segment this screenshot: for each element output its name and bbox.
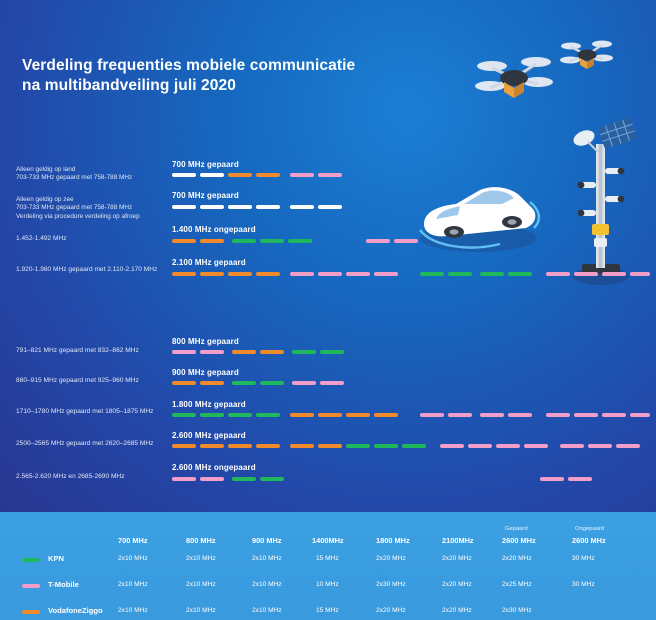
spectrum-dash	[480, 413, 504, 417]
cell-tmobile-900: 2x10 MHz	[252, 581, 282, 588]
legend-dash-kpn	[22, 558, 40, 562]
spectrum-dash	[394, 239, 418, 243]
cell-tmobile-1800: 2x30 MHz	[376, 581, 406, 588]
spectrum-dash	[256, 413, 280, 417]
spectrum-dash	[172, 444, 196, 448]
band-1800-label: 1.800 MHz gepaard	[172, 400, 246, 409]
cell-tmobile-2100: 2x20 MHz	[442, 581, 472, 588]
spectrum-dash	[540, 477, 564, 481]
spectrum-dash	[508, 413, 532, 417]
spectrum-dash	[172, 381, 196, 385]
cell-tmobile-800: 2x10 MHz	[186, 581, 216, 588]
note-900	[16, 377, 176, 385]
spectrum-dash	[290, 173, 314, 177]
spectrum-dash	[568, 477, 592, 481]
cell-tmobile-2600g: 2x25 MHz	[502, 581, 532, 588]
spectrum-dash	[228, 444, 252, 448]
cell-kpn-1400: 15 MHz	[316, 555, 339, 562]
note-line: 2500–2565 MHz gepaard met 2620–2685 MHz	[16, 440, 154, 447]
cell-kpn-2600o: 30 MHz	[572, 555, 595, 562]
page-title-line2: na multibandveiling juli 2020	[22, 77, 236, 94]
band-700-land-label: 700 MHz gepaard	[172, 160, 239, 169]
cell-kpn-1800: 2x20 MHz	[376, 555, 406, 562]
note-line: 1.452-1.492 MHz	[16, 235, 67, 242]
cell-vodafoneziggo-2100: 2x20 MHz	[442, 607, 472, 614]
band-900-label: 900 MHz gepaard	[172, 368, 239, 377]
spectrum-dash	[172, 173, 196, 177]
spectrum-dash	[228, 413, 252, 417]
spectrum-dash	[320, 381, 344, 385]
spectrum-dash	[232, 381, 256, 385]
legend-label-vodafoneziggo: VodafoneZiggo	[48, 606, 103, 615]
cell-vodafoneziggo-800: 2x10 MHz	[186, 607, 216, 614]
page-title-line1: Verdeling frequenties mobiele communicatie	[22, 57, 356, 74]
spectrum-dash	[346, 413, 370, 417]
spectrum-dash	[260, 477, 284, 481]
spectrum-dash	[260, 381, 284, 385]
band-1400-label: 1.400 MHz ongepaard	[172, 225, 256, 234]
spectrum-dash	[346, 444, 370, 448]
spectrum-dash	[546, 272, 570, 276]
cell-vodafoneziggo-700: 2x10 MHz	[118, 607, 148, 614]
spectrum-dash	[228, 173, 252, 177]
spectrum-dash	[200, 444, 224, 448]
cell-tmobile-2600o: 30 MHz	[572, 581, 595, 588]
spectrum-dash	[588, 444, 612, 448]
spectrum-dash	[440, 444, 464, 448]
spectrum-dash	[346, 272, 370, 276]
spectrum-dash	[292, 350, 316, 354]
band-2600-ongepaard-label: 2.600 MHz ongepaard	[172, 463, 256, 472]
legend-label-kpn: KPN	[48, 554, 65, 563]
spectrum-dash	[260, 350, 284, 354]
summary-table-panel	[0, 512, 656, 620]
col-800-header: 800 MHz	[186, 536, 216, 545]
legend-dash-vodafoneziggo	[22, 610, 40, 614]
spectrum-dash	[172, 477, 196, 481]
spectrum-dash	[318, 272, 342, 276]
band-2600-gepaard-label: 2.600 MHz gepaard	[172, 431, 246, 440]
band-800-label: 800 MHz gepaard	[172, 337, 239, 346]
col-1400-header: 1400MHz	[312, 536, 344, 545]
spectrum-dash	[200, 205, 224, 209]
col-2600g-header: 2600 MHz	[502, 536, 536, 545]
note-line: Alleen geldig op land	[16, 166, 76, 173]
spectrum-dash	[602, 272, 626, 276]
note-line: 1710–1780 MHz gepaard met 1805–1875 MHz	[16, 408, 154, 415]
drone-icon	[470, 40, 560, 110]
spectrum-dash	[172, 239, 196, 243]
spectrum-dash	[480, 272, 504, 276]
spectrum-dash	[200, 381, 224, 385]
spectrum-dash	[602, 413, 626, 417]
note-line: 703-733 MHz gepaard met 758-788 MHz	[16, 174, 133, 182]
col-1800-header: 1800 MHz	[376, 536, 410, 545]
spectrum-dash	[524, 444, 548, 448]
spectrum-dash	[374, 413, 398, 417]
note-2600-ongepaard	[16, 473, 176, 481]
band-700-zee-label: 700 MHz gepaard	[172, 191, 239, 200]
spectrum-dash	[290, 205, 314, 209]
col-2600o-subheader: Ongepaard	[575, 526, 605, 532]
cell-vodafoneziggo-1400: 15 MHz	[316, 607, 339, 614]
spectrum-dash	[256, 444, 280, 448]
legend-label-tmobile: T-Mobile	[48, 580, 79, 589]
note-700-zee	[16, 196, 176, 221]
cell-tmobile-1400: 10 MHz	[316, 581, 339, 588]
antenna-pole-icon	[558, 116, 644, 286]
spectrum-dash	[172, 413, 196, 417]
spectrum-dash	[318, 444, 342, 448]
spectrum-dash	[448, 272, 472, 276]
spectrum-dash	[290, 413, 314, 417]
spectrum-dash	[508, 272, 532, 276]
spectrum-dash	[290, 272, 314, 276]
drone-icon	[556, 30, 618, 78]
spectrum-dash	[420, 272, 444, 276]
note-1400	[16, 235, 176, 243]
cell-kpn-2600g: 2x20 MHz	[502, 555, 532, 562]
spectrum-dash	[574, 413, 598, 417]
cell-kpn-900: 2x10 MHz	[252, 555, 282, 562]
spectrum-dash	[256, 272, 280, 276]
spectrum-dash	[228, 205, 252, 209]
spectrum-dash	[420, 413, 444, 417]
band-2100-label: 2.100 MHz gepaard	[172, 258, 246, 267]
spectrum-dash	[318, 413, 342, 417]
note-line: 791–821 MHz gepaard met 832–862 MHz	[16, 347, 139, 354]
car-icon	[408, 162, 548, 262]
spectrum-dash	[292, 381, 316, 385]
cell-kpn-700: 2x10 MHz	[118, 555, 148, 562]
page-title	[22, 56, 442, 96]
note-line: 703-733 MHz gepaard met 758-788 MHz	[16, 204, 133, 212]
spectrum-dash	[200, 350, 224, 354]
spectrum-dash	[232, 477, 256, 481]
col-2600g-subheader: Gepaard	[505, 526, 528, 532]
spectrum-dash	[232, 239, 256, 243]
col-2100-header: 2100MHz	[442, 536, 474, 545]
spectrum-dash	[200, 173, 224, 177]
spectrum-dash	[448, 413, 472, 417]
spectrum-dash	[172, 350, 196, 354]
spectrum-dash	[402, 444, 426, 448]
spectrum-dash	[496, 444, 520, 448]
note-line: 880–915 MHz gepaard met 925–960 MHz	[16, 377, 139, 384]
spectrum-dash	[200, 477, 224, 481]
spectrum-dash	[546, 413, 570, 417]
spectrum-dash	[232, 350, 256, 354]
spectrum-dash	[468, 444, 492, 448]
note-700-land	[16, 166, 176, 183]
spectrum-dash	[616, 444, 640, 448]
spectrum-dash	[318, 173, 342, 177]
col-700-header: 700 MHz	[118, 536, 148, 545]
spectrum-dash	[374, 444, 398, 448]
cell-vodafoneziggo-1800: 2x20 MHz	[376, 607, 406, 614]
legend-dash-tmobile	[22, 584, 40, 588]
note-line: 1.920-1.980 MHz gepaard met 2.110-2.170 MHz	[16, 266, 158, 273]
cell-vodafoneziggo-2600g: 2x30 MHz	[502, 607, 532, 614]
note-2100	[16, 266, 176, 274]
spectrum-dash	[228, 272, 252, 276]
col-2600o-header: 2600 MHz	[572, 536, 606, 545]
spectrum-dash	[560, 444, 584, 448]
note-800	[16, 347, 176, 355]
note-line: Verdeling via procedure verdeling op afroep	[16, 212, 140, 220]
spectrum-dash	[374, 272, 398, 276]
spectrum-dash	[200, 413, 224, 417]
spectrum-dash	[630, 413, 650, 417]
cell-tmobile-700: 2x10 MHz	[118, 581, 148, 588]
spectrum-dash	[260, 239, 284, 243]
spectrum-dash	[256, 173, 280, 177]
spectrum-dash	[574, 272, 598, 276]
spectrum-dash	[320, 350, 344, 354]
note-line: Alleen geldig op zee	[16, 196, 74, 203]
cell-kpn-800: 2x10 MHz	[186, 555, 216, 562]
note-2600-gepaard	[16, 440, 176, 448]
spectrum-dash	[200, 272, 224, 276]
cell-vodafoneziggo-900: 2x10 MHz	[252, 607, 282, 614]
spectrum-dash	[630, 272, 650, 276]
col-900-header: 900 MHz	[252, 536, 282, 545]
note-1800	[16, 408, 176, 416]
spectrum-dash	[318, 205, 342, 209]
spectrum-dash	[172, 205, 196, 209]
spectrum-dash	[256, 205, 280, 209]
note-line: 2.565-2.620 MHz en 2685-2690 MHz	[16, 473, 125, 480]
spectrum-dash	[200, 239, 224, 243]
spectrum-dash	[366, 239, 390, 243]
spectrum-dash	[288, 239, 312, 243]
cell-kpn-2100: 2x20 MHz	[442, 555, 472, 562]
spectrum-dash	[290, 444, 314, 448]
spectrum-dash	[172, 272, 196, 276]
